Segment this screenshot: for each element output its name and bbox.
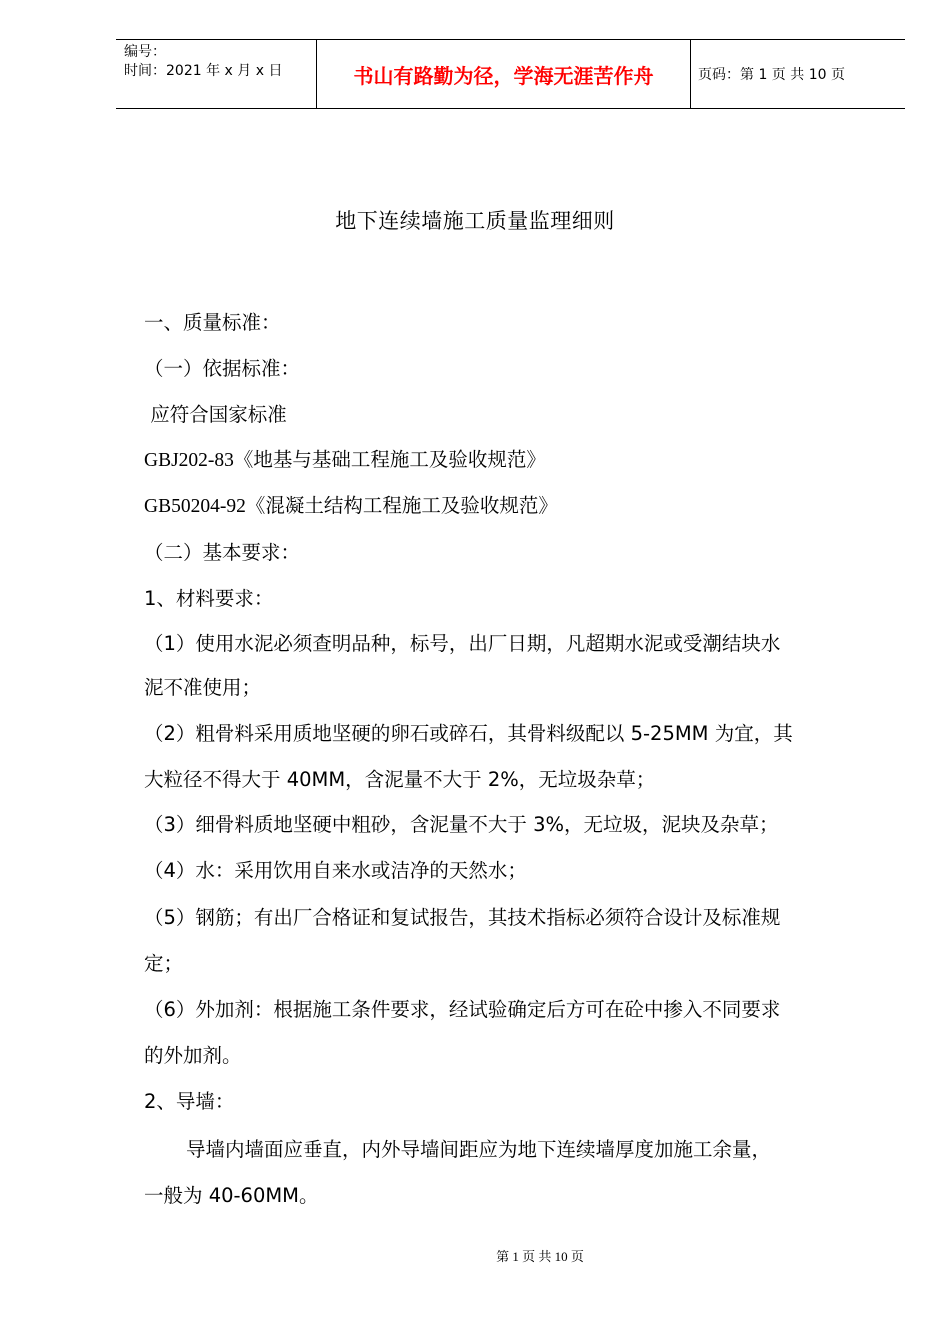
- number-label: 编号：: [124, 44, 166, 60]
- paragraph: （1）使用水泥必须查明品种，标号，出厂日期，凡超期水泥或受潮结块水: [144, 632, 781, 655]
- header-motto: 书山有路勤为径，学海无涯苦作舟: [316, 40, 691, 108]
- paragraph: 定；: [144, 952, 184, 975]
- time-label: 时间：2021 年 x 月 x 日: [124, 63, 283, 79]
- paragraph: 的外加剂。: [144, 1044, 242, 1067]
- paragraph: （2）粗骨料采用质地坚硬的卵石或碎石，其骨料级配以 5-25MM 为宜，其: [144, 722, 793, 745]
- paragraph: 导墙内墙面应垂直，内外导墙间距应为地下连续墙厚度加施工余量，: [186, 1138, 772, 1161]
- subsection-heading: （一）依据标准：: [144, 357, 301, 380]
- paragraph: （6）外加剂：根据施工条件要求，经试验确定后方可在砼中掺入不同要求: [144, 998, 781, 1021]
- subsection-heading: （二）基本要求：: [144, 541, 301, 564]
- standard-reference: GBJ202-83《地基与基础工程施工及验收规范》: [144, 450, 546, 471]
- paragraph: （4）水：采用饮用自来水或洁净的天然水；: [144, 859, 527, 882]
- paragraph: 一般为 40-60MM。: [144, 1184, 319, 1207]
- document-title: 地下连续墙施工质量监理细则: [335, 209, 615, 233]
- document-body: [144, 300, 874, 1218]
- paragraph: （5）钢筋；有出厂合格证和复试报告，其技术指标必须符合设计及标准规: [144, 906, 781, 929]
- document-header: [116, 39, 905, 109]
- header-meta: [116, 40, 316, 108]
- item-heading: 2、导墙：: [144, 1090, 235, 1113]
- page-footer: 第 1 页 共 10 页: [496, 1249, 584, 1264]
- header-page-info: 页码：第 1 页 共 10 页: [698, 67, 845, 83]
- paragraph: 泥不准使用；: [144, 676, 262, 699]
- standard-reference: GB50204-92《混凝土结构工程施工及验收规范》: [144, 496, 558, 517]
- paragraph: 应符合国家标准: [144, 403, 287, 426]
- paragraph: 大粒径不得大于 40MM，含泥量不大于 2%，无垃圾杂草；: [144, 768, 656, 791]
- item-heading: 1、材料要求：: [144, 587, 274, 610]
- section-heading: 一、质量标准：: [144, 311, 281, 334]
- paragraph: （3）细骨料质地坚硬中粗砂，含泥量不大于 3%，无垃圾，泥块及杂草；: [144, 813, 779, 836]
